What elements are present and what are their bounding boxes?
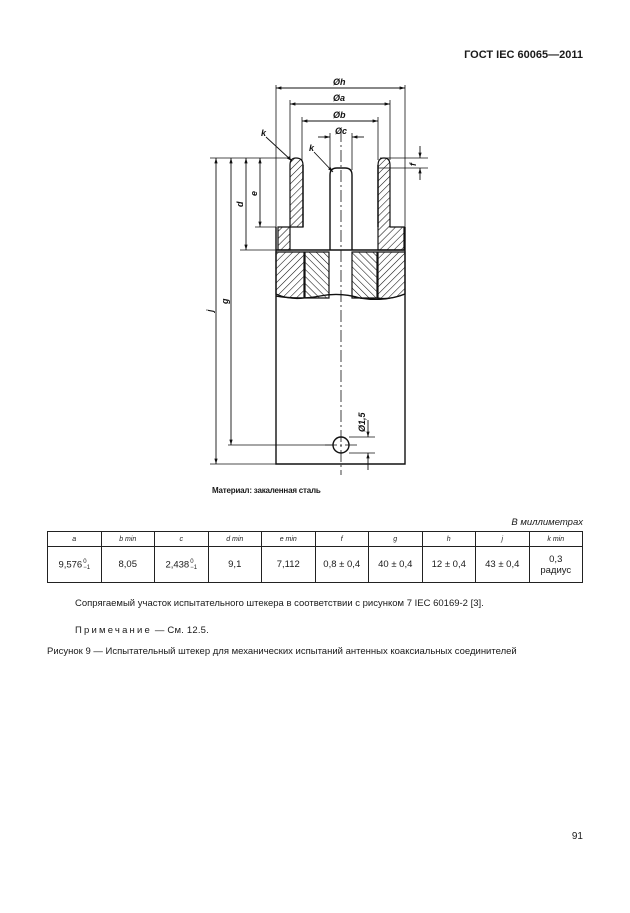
cell-c xyxy=(155,547,209,583)
label-oh: Øh xyxy=(333,77,346,87)
cell-a-upper: 0 xyxy=(83,558,87,565)
units-note: В миллиметрах xyxy=(511,517,583,528)
table-header-row xyxy=(48,532,583,547)
cell-g: 40 ± 0,4 xyxy=(369,547,423,583)
cell-e: 7,112 xyxy=(262,547,316,583)
label-k-inner: k xyxy=(309,143,315,153)
col-header-k: k min xyxy=(529,532,583,547)
label-d: d xyxy=(235,201,245,207)
standard-header: ГОСТ IEC 60065—2011 xyxy=(464,49,583,61)
col-header-h: h xyxy=(422,532,476,547)
cell-d: 9,1 xyxy=(208,547,262,583)
page-number: 91 xyxy=(571,831,583,842)
label-f: f xyxy=(408,163,418,166)
label-g: g xyxy=(220,298,230,304)
cell-h: 12 ± 0,4 xyxy=(422,547,476,583)
col-header-a: a xyxy=(48,532,102,547)
label-oa: Øa xyxy=(333,93,346,103)
dimensions-table xyxy=(47,531,583,583)
cell-b: 8,05 xyxy=(101,547,155,583)
cell-k-unit: радиус xyxy=(540,564,572,576)
mating-note: Сопрягаемый участок испытательного штекера в соответствии с рисунком 7 IEC 60169-2 [3]. xyxy=(75,598,484,609)
label-o15: Ø1,5 xyxy=(357,412,367,432)
cell-k-value: 0,3 xyxy=(549,553,563,565)
figure-caption: Рисунок 9 — Испытательный штекер для механических испытаний антенных коаксиальных соединителей xyxy=(47,646,517,657)
note-label: Примечание xyxy=(75,625,152,636)
label-k-left: k xyxy=(261,128,267,138)
hatched-sections xyxy=(276,158,405,299)
material-note: Материал: закаленная сталь xyxy=(212,486,321,495)
cell-f: 0,8 ± 0,4 xyxy=(315,547,369,583)
col-header-j: j xyxy=(476,532,530,547)
note-paragraph xyxy=(75,625,209,636)
label-j: j xyxy=(205,309,215,312)
col-header-f: f xyxy=(315,532,369,547)
cell-k xyxy=(529,547,583,583)
cell-c-lower: −1 xyxy=(190,564,198,571)
label-ob: Øb xyxy=(333,110,346,120)
cell-a xyxy=(48,547,102,583)
col-header-d: d min xyxy=(208,532,262,547)
note-text: — См. 12.5. xyxy=(152,625,209,636)
cell-a-tolerance xyxy=(83,559,90,571)
col-header-b: b min xyxy=(101,532,155,547)
cell-c-upper: 0 xyxy=(190,558,194,565)
cell-a-lower: −1 xyxy=(83,564,91,571)
cell-c-base: 2,438 xyxy=(165,559,190,571)
col-header-e: e min xyxy=(262,532,316,547)
label-oc: Øc xyxy=(335,126,348,136)
col-header-c: c xyxy=(155,532,209,547)
table-row xyxy=(48,547,583,583)
label-e: e xyxy=(249,190,259,196)
col-header-g: g xyxy=(369,532,423,547)
cell-a-base: 9,576 xyxy=(58,559,83,571)
cell-j: 43 ± 0,4 xyxy=(476,547,530,583)
cell-c-tolerance xyxy=(190,559,197,571)
